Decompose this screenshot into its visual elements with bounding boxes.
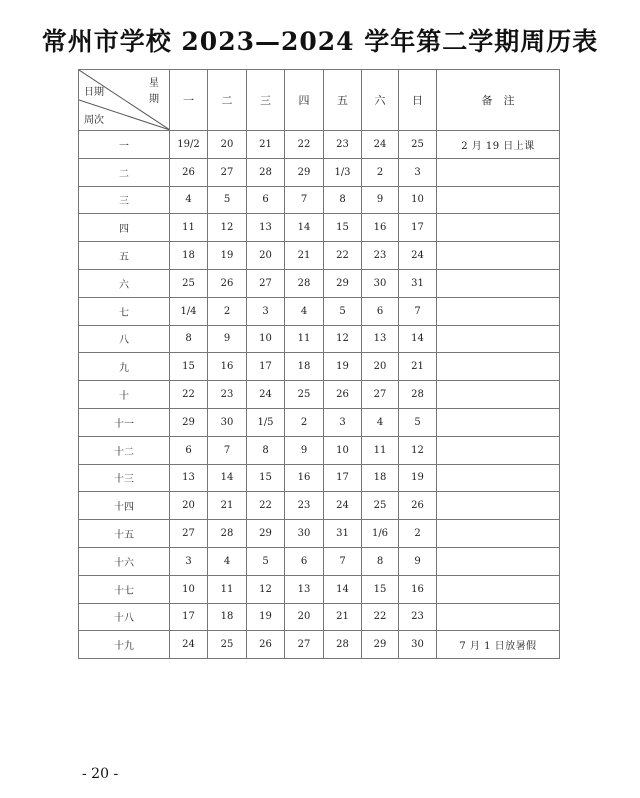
date-cell: 29 <box>285 158 324 186</box>
date-cell: 18 <box>362 464 399 492</box>
week-number-cell: 十七 <box>79 575 170 603</box>
date-cell: 27 <box>285 631 324 659</box>
date-cell: 23 <box>285 492 324 520</box>
date-cell: 8 <box>247 436 285 464</box>
week-number-cell: 七 <box>79 297 170 325</box>
page-title: 常州市学校 2023—2024 学年第二学期周历表 <box>41 27 599 56</box>
date-cell: 24 <box>362 131 399 159</box>
week-calendar-table <box>78 69 560 659</box>
date-cell: 14 <box>285 214 324 242</box>
date-cell: 13 <box>362 325 399 353</box>
date-cell: 24 <box>247 381 285 409</box>
header-day-sat: 六 <box>362 70 399 131</box>
table-row <box>79 269 560 297</box>
note-cell <box>437 520 560 548</box>
date-cell: 26 <box>247 631 285 659</box>
date-cell: 5 <box>247 547 285 575</box>
table-row <box>79 381 560 409</box>
date-cell: 10 <box>399 186 437 214</box>
corner-weekday-label-bottom: 期 <box>149 94 159 105</box>
date-cell: 26 <box>208 269 247 297</box>
date-cell: 27 <box>208 158 247 186</box>
date-cell: 16 <box>362 214 399 242</box>
date-cell: 4 <box>285 297 324 325</box>
date-cell: 31 <box>324 520 362 548</box>
date-cell: 26 <box>170 158 208 186</box>
date-cell: 23 <box>324 131 362 159</box>
date-cell: 30 <box>362 269 399 297</box>
table-row <box>79 131 560 159</box>
table-row <box>79 353 560 381</box>
table-row <box>79 408 560 436</box>
date-cell: 23 <box>362 242 399 270</box>
date-cell: 12 <box>208 214 247 242</box>
corner-header-cell <box>79 70 170 131</box>
date-cell: 30 <box>399 631 437 659</box>
header-day-sun: 日 <box>399 70 437 131</box>
date-cell: 21 <box>399 353 437 381</box>
date-cell: 18 <box>285 353 324 381</box>
date-cell: 2 <box>208 297 247 325</box>
date-cell: 30 <box>285 520 324 548</box>
date-cell: 1/5 <box>247 408 285 436</box>
date-cell: 26 <box>399 492 437 520</box>
table-row <box>79 464 560 492</box>
corner-weekday-label-top: 星 <box>149 78 159 89</box>
header-day-tue: 二 <box>208 70 247 131</box>
header-day-mon: 一 <box>170 70 208 131</box>
date-cell: 11 <box>362 436 399 464</box>
table-row <box>79 186 560 214</box>
note-cell <box>437 547 560 575</box>
date-cell: 20 <box>208 131 247 159</box>
date-cell: 25 <box>285 381 324 409</box>
table-row <box>79 242 560 270</box>
date-cell: 25 <box>399 131 437 159</box>
date-cell: 29 <box>362 631 399 659</box>
date-cell: 3 <box>247 297 285 325</box>
date-cell: 20 <box>362 353 399 381</box>
date-cell: 6 <box>362 297 399 325</box>
date-cell: 21 <box>285 242 324 270</box>
date-cell: 13 <box>170 464 208 492</box>
date-cell: 9 <box>208 325 247 353</box>
date-cell: 21 <box>247 131 285 159</box>
date-cell: 16 <box>399 575 437 603</box>
date-cell: 5 <box>324 297 362 325</box>
date-cell: 9 <box>362 186 399 214</box>
date-cell: 6 <box>170 436 208 464</box>
date-cell: 13 <box>247 214 285 242</box>
week-number-cell: 十五 <box>79 520 170 548</box>
date-cell: 7 <box>208 436 247 464</box>
date-cell: 1/6 <box>362 520 399 548</box>
date-cell: 21 <box>324 603 362 631</box>
date-cell: 11 <box>285 325 324 353</box>
date-cell: 19 <box>399 464 437 492</box>
date-cell: 18 <box>170 242 208 270</box>
note-cell <box>437 464 560 492</box>
week-number-cell: 六 <box>79 269 170 297</box>
date-cell: 7 <box>324 547 362 575</box>
table-row <box>79 575 560 603</box>
table-row <box>79 436 560 464</box>
date-cell: 5 <box>399 408 437 436</box>
table-row <box>79 492 560 520</box>
date-cell: 29 <box>170 408 208 436</box>
date-cell: 1/3 <box>324 158 362 186</box>
date-cell: 4 <box>170 186 208 214</box>
date-cell: 30 <box>208 408 247 436</box>
date-cell: 14 <box>399 325 437 353</box>
week-number-cell: 十二 <box>79 436 170 464</box>
date-cell: 22 <box>362 603 399 631</box>
date-cell: 4 <box>208 547 247 575</box>
date-cell: 2 <box>399 520 437 548</box>
date-cell: 31 <box>399 269 437 297</box>
date-cell: 4 <box>362 408 399 436</box>
date-cell: 16 <box>285 464 324 492</box>
note-cell <box>437 297 560 325</box>
date-cell: 3 <box>170 547 208 575</box>
table-row <box>79 631 560 659</box>
date-cell: 15 <box>362 575 399 603</box>
week-number-cell: 三 <box>79 186 170 214</box>
date-cell: 22 <box>324 242 362 270</box>
date-cell: 22 <box>285 131 324 159</box>
date-cell: 8 <box>170 325 208 353</box>
week-number-cell: 十六 <box>79 547 170 575</box>
date-cell: 27 <box>247 269 285 297</box>
date-cell: 21 <box>208 492 247 520</box>
note-cell <box>437 381 560 409</box>
date-cell: 25 <box>208 631 247 659</box>
date-cell: 16 <box>208 353 247 381</box>
header-day-thu: 四 <box>285 70 324 131</box>
week-number-cell: 二 <box>79 158 170 186</box>
date-cell: 3 <box>399 158 437 186</box>
note-cell <box>437 492 560 520</box>
note-cell <box>437 408 560 436</box>
date-cell: 19 <box>324 353 362 381</box>
note-cell <box>437 325 560 353</box>
header-day-fri: 五 <box>324 70 362 131</box>
date-cell: 23 <box>399 603 437 631</box>
note-cell <box>437 603 560 631</box>
date-cell: 23 <box>208 381 247 409</box>
date-cell: 7 <box>399 297 437 325</box>
note-cell <box>437 242 560 270</box>
corner-date-label: 日期 <box>84 87 104 98</box>
date-cell: 14 <box>324 575 362 603</box>
date-cell: 19 <box>208 242 247 270</box>
table-row <box>79 603 560 631</box>
date-cell: 8 <box>362 547 399 575</box>
date-cell: 14 <box>208 464 247 492</box>
date-cell: 3 <box>324 408 362 436</box>
note-cell: 7 月 1 日放暑假 <box>437 631 560 659</box>
date-cell: 15 <box>170 353 208 381</box>
date-cell: 20 <box>285 603 324 631</box>
date-cell: 10 <box>170 575 208 603</box>
date-cell: 20 <box>170 492 208 520</box>
note-cell: 2 月 19 日上课 <box>437 131 560 159</box>
week-number-cell: 四 <box>79 214 170 242</box>
date-cell: 25 <box>170 269 208 297</box>
note-cell <box>437 575 560 603</box>
date-cell: 6 <box>285 547 324 575</box>
date-cell: 28 <box>324 631 362 659</box>
date-cell: 10 <box>324 436 362 464</box>
note-cell <box>437 214 560 242</box>
table-row <box>79 158 560 186</box>
date-cell: 29 <box>324 269 362 297</box>
date-cell: 7 <box>285 186 324 214</box>
date-cell: 19/2 <box>170 131 208 159</box>
note-cell <box>437 353 560 381</box>
week-number-cell: 十三 <box>79 464 170 492</box>
date-cell: 28 <box>399 381 437 409</box>
date-cell: 24 <box>399 242 437 270</box>
table-row <box>79 325 560 353</box>
week-number-cell: 九 <box>79 353 170 381</box>
table-row <box>79 297 560 325</box>
week-number-cell: 十九 <box>79 631 170 659</box>
date-cell: 1/4 <box>170 297 208 325</box>
date-cell: 19 <box>247 603 285 631</box>
date-cell: 24 <box>324 492 362 520</box>
date-cell: 27 <box>362 381 399 409</box>
table-row <box>79 214 560 242</box>
date-cell: 12 <box>399 436 437 464</box>
date-cell: 22 <box>170 381 208 409</box>
date-cell: 12 <box>247 575 285 603</box>
date-cell: 18 <box>208 603 247 631</box>
date-cell: 15 <box>324 214 362 242</box>
corner-week-label: 周次 <box>84 115 104 126</box>
date-cell: 17 <box>170 603 208 631</box>
date-cell: 28 <box>247 158 285 186</box>
note-cell <box>437 269 560 297</box>
date-cell: 11 <box>208 575 247 603</box>
page-number: - 20 - <box>82 766 119 782</box>
date-cell: 24 <box>170 631 208 659</box>
date-cell: 2 <box>362 158 399 186</box>
date-cell: 27 <box>170 520 208 548</box>
date-cell: 17 <box>324 464 362 492</box>
note-cell <box>437 186 560 214</box>
week-number-cell: 十八 <box>79 603 170 631</box>
date-cell: 10 <box>247 325 285 353</box>
date-cell: 5 <box>208 186 247 214</box>
date-cell: 13 <box>285 575 324 603</box>
week-number-cell: 一 <box>79 131 170 159</box>
calendar-body <box>79 131 560 659</box>
note-cell <box>437 436 560 464</box>
header-day-wed: 三 <box>247 70 285 131</box>
week-number-cell: 八 <box>79 325 170 353</box>
date-cell: 9 <box>399 547 437 575</box>
week-number-cell: 十四 <box>79 492 170 520</box>
date-cell: 12 <box>324 325 362 353</box>
date-cell: 2 <box>285 408 324 436</box>
note-cell <box>437 158 560 186</box>
header-notes: 备 注 <box>437 70 560 131</box>
date-cell: 29 <box>247 520 285 548</box>
date-cell: 28 <box>208 520 247 548</box>
table-row <box>79 520 560 548</box>
date-cell: 8 <box>324 186 362 214</box>
date-cell: 9 <box>285 436 324 464</box>
date-cell: 17 <box>247 353 285 381</box>
date-cell: 28 <box>285 269 324 297</box>
week-number-cell: 五 <box>79 242 170 270</box>
table-row <box>79 547 560 575</box>
date-cell: 20 <box>247 242 285 270</box>
date-cell: 11 <box>170 214 208 242</box>
date-cell: 15 <box>247 464 285 492</box>
date-cell: 17 <box>399 214 437 242</box>
date-cell: 26 <box>324 381 362 409</box>
week-number-cell: 十一 <box>79 408 170 436</box>
date-cell: 25 <box>362 492 399 520</box>
week-number-cell: 十 <box>79 381 170 409</box>
date-cell: 6 <box>247 186 285 214</box>
date-cell: 22 <box>247 492 285 520</box>
header-row <box>79 70 560 131</box>
